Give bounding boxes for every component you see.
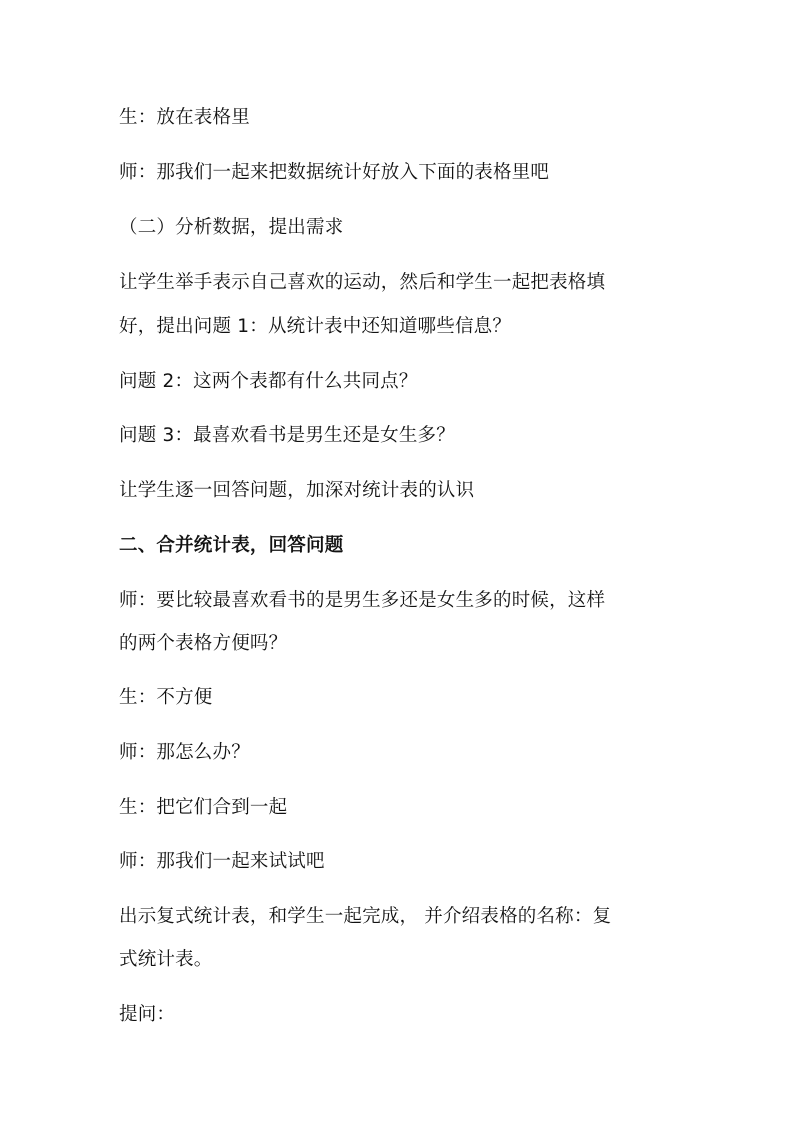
paragraph-line: 好，提出问题 1：从统计表中还知道哪些信息？ [119,316,512,337]
dialogue-line-teacher: 师：那我们一起来试试吧 [119,851,325,872]
section-heading: 二、合并统计表，回答问题 [119,535,344,556]
question-line: 问题 2：这两个表都有什么共同点？ [119,371,418,392]
paragraph-line: 让学生逐一回答问题，加深对统计表的认识 [119,480,475,501]
dialogue-line-teacher: 师：那我们一起来把数据统计好放入下面的表格里吧 [119,162,550,183]
dialogue-line-teacher: 师：那怎么办？ [119,742,250,763]
paragraph-line: 让学生举手表示自己喜欢的运动，然后和学生一起把表格填 [119,272,606,293]
subsection-heading: （二）分析数据，提出需求 [119,217,344,238]
dialogue-line-student: 生：把它们合到一起 [119,797,288,818]
question-prompt: 提问： [119,1004,176,1025]
dialogue-line-student: 生：放在表格里 [119,107,250,128]
dialogue-line-teacher: 师：要比较最喜欢看书的是男生多还是女生多的时候，这样 [119,590,606,611]
dialogue-line-continuation: 的两个表格方便吗？ [119,633,288,654]
paragraph-line: 出示复式统计表，和学生一起完成， 并介绍表格的名称：复 [119,906,612,927]
dialogue-line-student: 生：不方便 [119,687,213,708]
paragraph-line: 式统计表。 [119,949,213,970]
question-line: 问题 3：最喜欢看书是男生还是女生多？ [119,425,455,446]
